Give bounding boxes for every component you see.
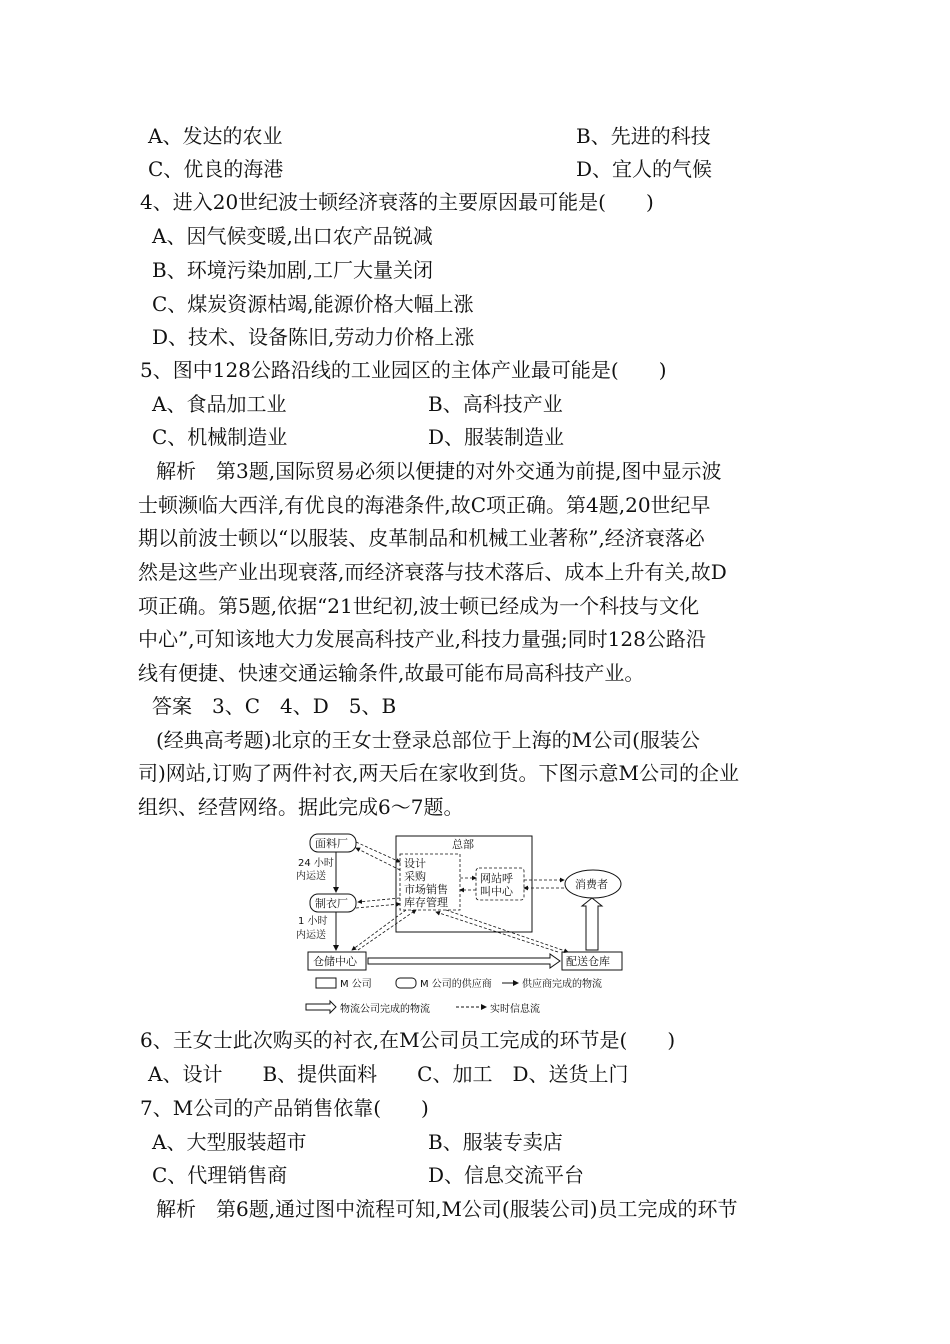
intro-line: (经典高考题)北京的王女士登录总部位于上海的M公司(服装公 [156, 728, 700, 752]
analysis-paragraph-line: 线有便捷、快速交通运输条件,故最可能布局高科技产业。 [138, 661, 645, 685]
intro-line: 组织、经营网络。据此完成6～7题。 [138, 795, 464, 819]
hq-dept-purchase: 采购 [404, 870, 426, 883]
analysis-paragraph-line: 期以前波士顿以“以服装、皮革制品和机械工业著称”,经济衰落必 [138, 526, 705, 550]
analysis-paragraph-line: 项正确。第5题,依据“21世纪初,波士顿已经成为一个科技与文化 [138, 594, 700, 618]
q5-option-row [152, 421, 565, 453]
q7-option-a: A、大型服装超市 [152, 1130, 307, 1154]
legend-supplier: M 公司的供应商 [420, 979, 492, 990]
q5-option-b: B、高科技产业 [428, 392, 563, 416]
q3-option-b: B、先进的科技 [576, 124, 711, 148]
q4-option-c: C、煤炭资源枯竭,能源价格大幅上涨 [152, 292, 474, 316]
q3-option-row [148, 153, 713, 185]
q7-option-d: D、信息交流平台 [428, 1163, 585, 1187]
q3-option-row [148, 120, 711, 152]
analysis-paragraph-line: 中心”,可知该地大力发展高科技产业,科技力量强;同时128公路沿 [138, 627, 706, 651]
legend-supplier-flow: 供应商完成的物流 [522, 979, 602, 990]
info-clothing-hq [356, 904, 400, 908]
q3-option-a: A、发达的农业 [148, 124, 283, 148]
intro-line: 司)网站,订购了两件衬衣,两天后在家收到货。下图示意M公司的企业 [138, 761, 739, 785]
q3-option-c: C、优良的海港 [148, 157, 284, 181]
info-hq-fabric [356, 842, 400, 862]
consumer-label: 消费者 [575, 878, 608, 891]
q3-option-d: D、宜人的气候 [576, 157, 713, 181]
diagram-legend-row-2 [296, 998, 666, 1018]
q5-stem: 5、图中128公路沿线的工业园区的主体产业最可能是( ) [140, 358, 667, 382]
transport-24h-label-2: 内运送 [296, 871, 326, 882]
callcenter-label-1: 网站呼 [480, 872, 513, 885]
fabric-factory-label: 面料厂 [315, 837, 348, 850]
info-hq-warehouse [352, 910, 406, 950]
clothing-factory-label: 制衣厂 [315, 897, 348, 910]
company-network-diagram [296, 832, 666, 997]
hq-dept-design: 设计 [404, 857, 426, 870]
warehouse-label: 仓储中心 [313, 955, 357, 968]
info-hq-clothing [358, 898, 400, 902]
legend-logistics-flow: 物流公司完成的物流 [340, 1004, 430, 1015]
delivery-warehouse-label: 配送仓库 [566, 955, 610, 968]
transport-1h-label-2: 内运送 [296, 930, 326, 941]
callcenter-label-2: 叫中心 [480, 885, 513, 898]
q7-option-b: B、服装专卖店 [428, 1130, 563, 1154]
analysis-paragraph-line: 然是这些产业出现衰落,而经济衰落与技术落后、成本上升有关,故D [138, 560, 727, 584]
legend-company: M 公司 [340, 979, 372, 990]
q7-option-row [152, 1126, 563, 1158]
q7-stem: 7、M公司的产品销售依靠( ) [140, 1096, 429, 1120]
hq-label: 总部 [452, 838, 474, 851]
q5-option-c: C、机械制造业 [152, 425, 288, 449]
analysis-paragraph-line: 士顿濒临大西洋,有优良的海港条件,故C项正确。第4题,20世纪早 [138, 493, 711, 517]
q5-option-a: A、食品加工业 [152, 392, 287, 416]
q4-option-b: B、环境污染加剧,工厂大量关闭 [152, 258, 434, 282]
q6-stem: 6、王女士此次购买的衬衣,在M公司员工完成的环节是( ) [140, 1028, 676, 1052]
flow-delivery-to-consumer [582, 898, 602, 950]
analysis-paragraph-line: 解析 第3题,国际贸易必须以便捷的对外交通为前提,图中显示波 [156, 459, 722, 483]
legend-info-flow: 实时信息流 [490, 1004, 540, 1015]
flow-warehouse-to-delivery [368, 954, 560, 968]
q4-option-a: A、因气候变暖,出口农产品锐减 [152, 224, 433, 248]
q7-option-c: C、代理销售商 [152, 1163, 288, 1187]
answer-line: 答案 3、C 4、D 5、B [152, 694, 397, 718]
q7-option-row [152, 1159, 585, 1191]
transport-1h-label: 1 小时 [298, 916, 328, 927]
hq-dept-sales: 市场销售 [404, 883, 448, 896]
q4-stem: 4、进入20世纪波士顿经济衰落的主要原因最可能是( ) [140, 190, 654, 214]
transport-24h-label: 24 小时 [298, 858, 334, 869]
q5-option-d: D、服装制造业 [428, 425, 565, 449]
diagram-legend [316, 977, 602, 990]
hq-dept-inventory: 库存管理 [404, 896, 448, 909]
q4-option-d: D、技术、设备陈旧,劳动力价格上涨 [152, 325, 475, 349]
info-warehouse-hq [358, 910, 416, 950]
analysis-paragraph-line: 解析 第6题,通过图中流程可知,M公司(服装公司)员工完成的环节 [156, 1197, 738, 1221]
q6-options: A、设计 B、提供面料 C、加工 D、送货上门 [148, 1062, 629, 1086]
q5-option-row [152, 388, 563, 420]
info-hq-delivery [446, 910, 568, 952]
